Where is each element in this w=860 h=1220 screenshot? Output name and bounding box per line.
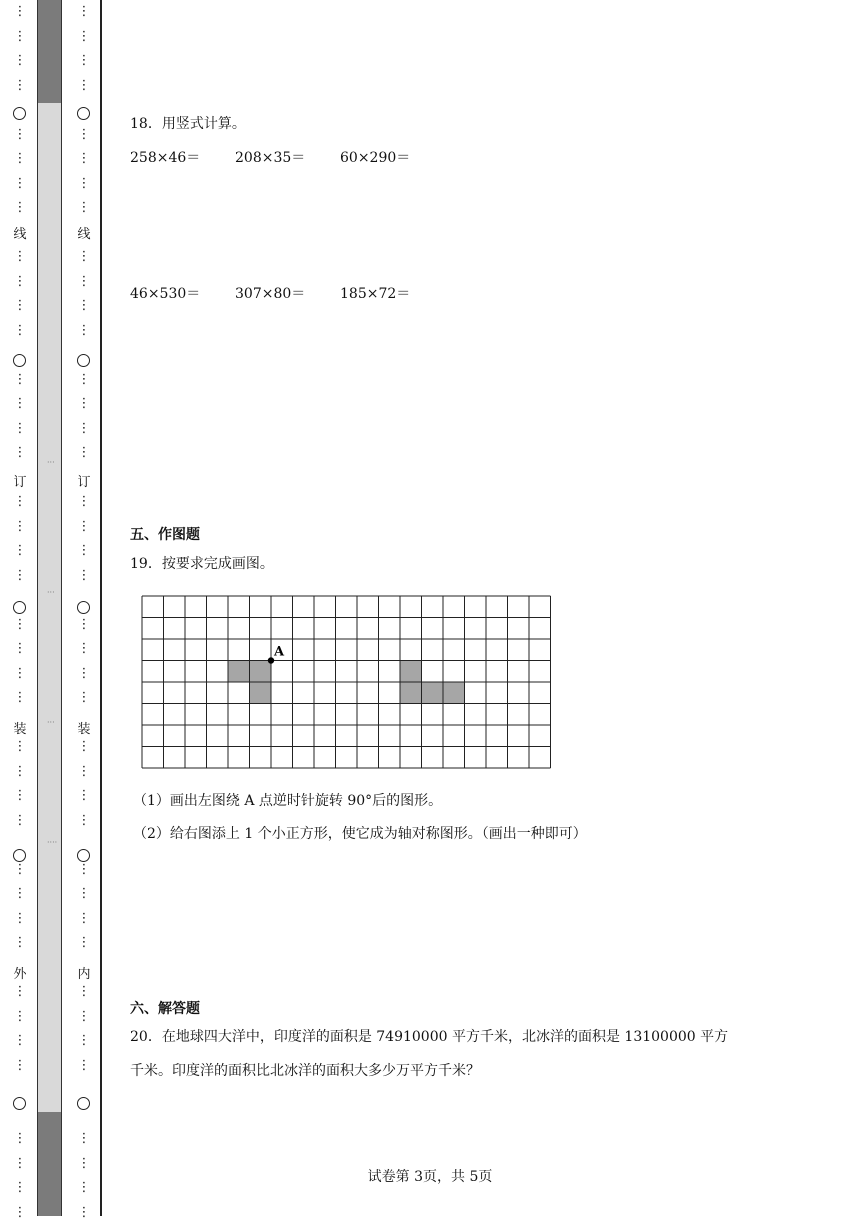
inner-dot-divider: ⋮: [77, 935, 91, 950]
inner-dot-divider: ⋮: [77, 788, 91, 803]
inner-dot-divider: ⋮: [77, 1155, 91, 1171]
outer-dot-divider: ⋮: [13, 641, 27, 656]
inner-dot-divider: ⋮: [77, 1131, 91, 1146]
inner-dot-divider: ⋮: [77, 175, 91, 191]
q20-line1: 20．在地球四大洋中，印度洋的面积是 74910000 平方千米，北冰洋的面积是 13100000 平方: [130, 1029, 729, 1045]
inner-dot-divider: ⋮: [77, 984, 91, 999]
shaded-cell: [400, 661, 422, 683]
shaded-cell: [400, 682, 422, 704]
outer-dot-divider: ⋮: [13, 1033, 27, 1048]
outer-binding-hole: [13, 849, 26, 862]
point-a-label: A: [274, 644, 285, 660]
shaded-cell: [250, 682, 272, 704]
inner-binding-label: 订: [77, 475, 91, 490]
inner-dot-divider: ⋮: [77, 812, 91, 828]
outer-dot-divider: ⋮: [13, 371, 27, 387]
margin-rule: [100, 0, 102, 1216]
drawing-grid: [141, 595, 551, 769]
inner-dot-divider: ⋮: [77, 1057, 91, 1073]
inner-dot-divider: ⋮: [77, 445, 91, 460]
outer-dot-divider: ⋮: [13, 739, 27, 754]
outer-binding-hole: [13, 601, 26, 614]
binding-margin: [0, 0, 104, 1220]
inner-dot-divider: ⋮: [77, 4, 91, 19]
inner-dot-divider: ⋮: [77, 690, 91, 705]
outer-dot-divider: ⋮: [13, 249, 27, 264]
inner-binding-hole: [77, 107, 90, 120]
inner-dot-divider: ⋮: [77, 641, 91, 656]
outer-dot-divider: ⋮: [13, 1008, 27, 1024]
outer-dot-divider: ⋮: [13, 886, 27, 901]
outer-dot-divider: ⋮: [13, 298, 27, 313]
inner-dot-divider: ⋮: [77, 371, 91, 387]
outer-dot-divider: ⋮: [13, 28, 27, 44]
outer-dot-divider: ⋮: [13, 151, 27, 166]
inner-dot-divider: ⋮: [77, 886, 91, 901]
outer-dot-divider: ⋮: [13, 1155, 27, 1171]
outer-dot-divider: ⋮: [13, 812, 27, 828]
outer-dot-divider: ⋮: [13, 543, 27, 558]
outer-dot-divider: ⋮: [13, 175, 27, 191]
section-5-title: 五、作图题: [130, 527, 200, 543]
q18-expr-5: 307×80＝: [235, 286, 306, 302]
outer-dot-divider: ⋮: [13, 420, 27, 436]
outer-dot-divider: ⋮: [13, 1057, 27, 1073]
inner-dot-divider: ⋮: [77, 763, 91, 779]
inner-dot-divider: ⋮: [77, 910, 91, 926]
inner-dot-divider: ⋮: [77, 322, 91, 338]
q18-expr-2: 208×35＝: [235, 150, 306, 166]
strip-mark: ···: [47, 718, 55, 727]
inner-binding-column: [74, 0, 94, 1220]
shaded-cell: [250, 661, 272, 683]
inner-dot-divider: ⋮: [77, 739, 91, 754]
q19-sub2: （2）给右图添上 1 个小正方形，使它成为轴对称图形。（画出一种即可）: [133, 826, 587, 842]
inner-dot-divider: ⋮: [77, 543, 91, 558]
section-6-title: 六、解答题: [130, 1001, 200, 1017]
outer-binding-hole: [13, 1097, 26, 1110]
inner-dot-divider: ⋮: [77, 665, 91, 681]
outer-binding-column: [10, 0, 30, 1220]
inner-binding-hole: [77, 601, 90, 614]
outer-binding-label: 外: [13, 967, 27, 982]
inner-dot-divider: ⋮: [77, 1008, 91, 1024]
inner-dot-divider: ⋮: [77, 200, 91, 215]
outer-dot-divider: ⋮: [13, 935, 27, 950]
inner-dot-divider: ⋮: [77, 861, 91, 877]
q18-expr-1: 258×46＝: [130, 150, 201, 166]
outer-dot-divider: ⋮: [13, 322, 27, 338]
inner-dot-divider: ⋮: [77, 518, 91, 534]
outer-binding-label: 线: [13, 227, 27, 242]
inner-dot-divider: ⋮: [77, 28, 91, 44]
outer-dot-divider: ⋮: [13, 396, 27, 411]
outer-dot-divider: ⋮: [13, 690, 27, 705]
outer-binding-label: 装: [13, 722, 27, 737]
outer-binding-hole: [13, 354, 26, 367]
inner-binding-hole: [77, 849, 90, 862]
outer-dot-divider: ⋮: [13, 788, 27, 803]
outer-dot-divider: ⋮: [13, 200, 27, 215]
inner-dot-divider: ⋮: [77, 249, 91, 264]
q18-expr-3: 60×290＝: [340, 150, 411, 166]
outer-binding-hole: [13, 107, 26, 120]
outer-dot-divider: ⋮: [13, 1204, 27, 1220]
outer-dot-divider: ⋮: [13, 1180, 27, 1195]
strip-mark: ···: [47, 458, 55, 467]
outer-dot-divider: ⋮: [13, 445, 27, 460]
shaded-cell: [228, 661, 250, 683]
inner-binding-hole: [77, 1097, 90, 1110]
outer-dot-divider: ⋮: [13, 763, 27, 779]
outer-dot-divider: ⋮: [13, 273, 27, 289]
outer-dot-divider: ⋮: [13, 861, 27, 877]
strip-mark: ····: [47, 838, 58, 847]
inner-dot-divider: ⋮: [77, 616, 91, 632]
inner-dot-divider: ⋮: [77, 1033, 91, 1048]
outer-dot-divider: ⋮: [13, 1131, 27, 1146]
q18-prompt: 18．用竖式计算。: [130, 116, 246, 132]
outer-dot-divider: ⋮: [13, 665, 27, 681]
outer-dot-divider: ⋮: [13, 910, 27, 926]
shaded-cell: [422, 682, 444, 704]
page-footer: 试卷第 3页，共 5页: [367, 1169, 493, 1185]
q18-expr-4: 46×530＝: [130, 286, 201, 302]
inner-dot-divider: ⋮: [77, 53, 91, 68]
inner-dot-divider: ⋮: [77, 420, 91, 436]
q19-sub1: （1）画出左图绕 A 点逆时针旋转 90°后的图形。: [133, 793, 443, 809]
inner-dot-divider: ⋮: [77, 151, 91, 166]
inner-dot-divider: ⋮: [77, 1204, 91, 1220]
strip-dark-bottom: [38, 1112, 61, 1216]
inner-binding-hole: [77, 354, 90, 367]
outer-dot-divider: ⋮: [13, 984, 27, 999]
outer-dot-divider: ⋮: [13, 616, 27, 632]
outer-dot-divider: ⋮: [13, 494, 27, 509]
inner-dot-divider: ⋮: [77, 77, 91, 93]
outer-dot-divider: ⋮: [13, 4, 27, 19]
outer-binding-label: 订: [13, 475, 27, 490]
inner-dot-divider: ⋮: [77, 273, 91, 289]
inner-dot-divider: ⋮: [77, 1180, 91, 1195]
shaded-cell: [443, 682, 465, 704]
binding-strip: [37, 0, 62, 1216]
outer-dot-divider: ⋮: [13, 53, 27, 68]
inner-binding-label: 线: [77, 227, 91, 242]
strip-mark: ···: [47, 588, 55, 597]
outer-dot-divider: ⋮: [13, 567, 27, 583]
inner-binding-label: 装: [77, 722, 91, 737]
q18-expr-6: 185×72＝: [340, 286, 411, 302]
q19-prompt: 19．按要求完成画图。: [130, 556, 274, 572]
strip-dark-top: [38, 0, 61, 103]
inner-dot-divider: ⋮: [77, 494, 91, 509]
inner-dot-divider: ⋮: [77, 567, 91, 583]
inner-dot-divider: ⋮: [77, 298, 91, 313]
q20-line2: 千米。印度洋的面积比北冰洋的面积大多少万平方千米？: [130, 1063, 480, 1079]
outer-dot-divider: ⋮: [13, 77, 27, 93]
inner-dot-divider: ⋮: [77, 396, 91, 411]
outer-dot-divider: ⋮: [13, 518, 27, 534]
inner-dot-divider: ⋮: [77, 126, 91, 142]
inner-binding-label: 内: [77, 967, 91, 982]
outer-dot-divider: ⋮: [13, 126, 27, 142]
